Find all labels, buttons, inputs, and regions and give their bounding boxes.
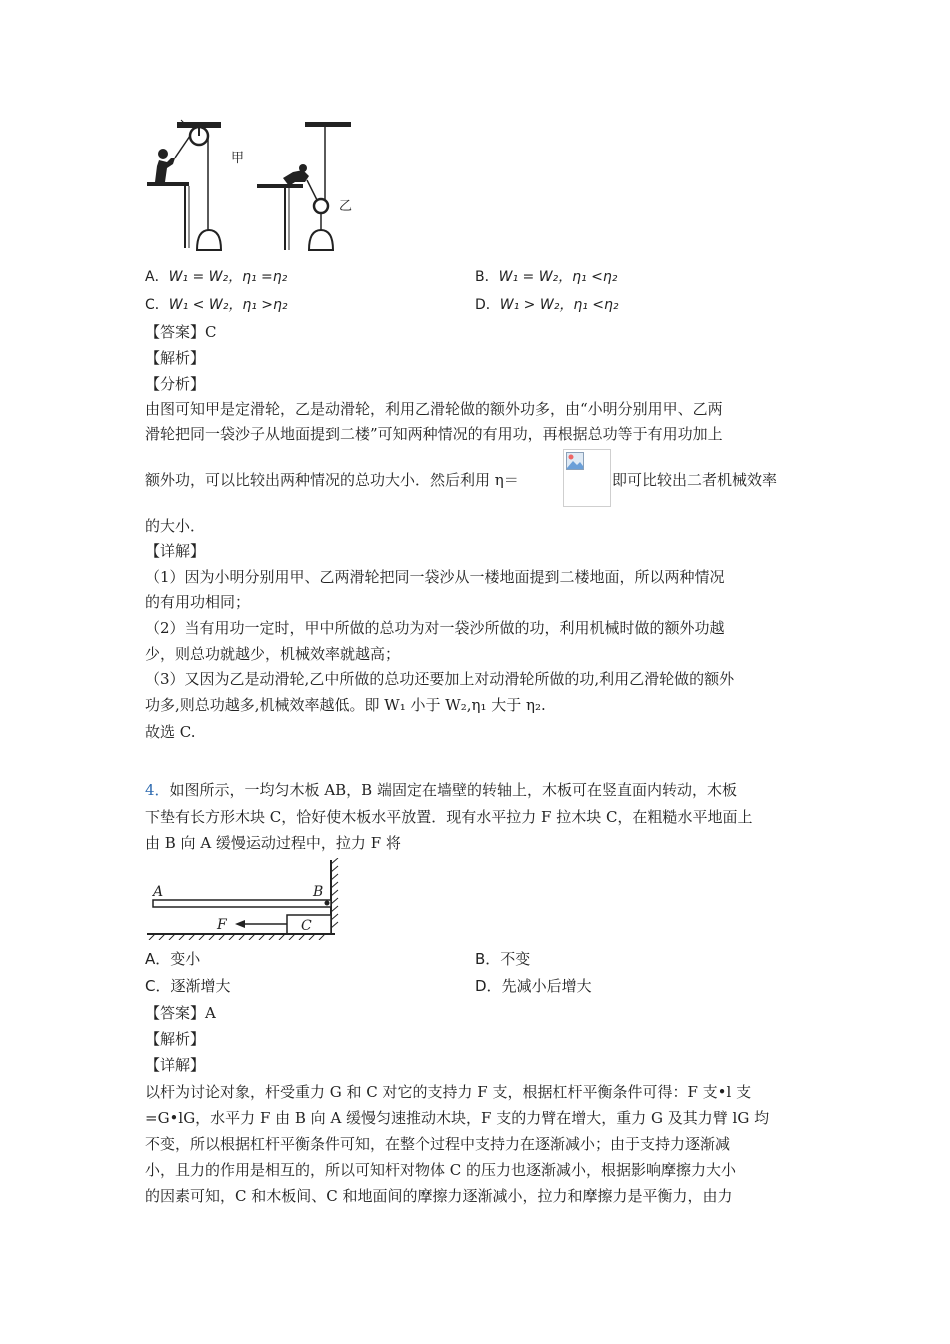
option-text: 不变 <box>500 950 531 968</box>
option-letter: D． <box>475 977 502 995</box>
option-letter: A． <box>145 269 169 285</box>
analysis-line-2: 滑轮把同一袋沙子从地面提到二楼”可知两种情况的有用功，再根据总功等于有用功加上 <box>145 425 723 443</box>
label-a: A <box>153 884 164 900</box>
moving-pulley-yi <box>257 122 351 250</box>
option-letter: A． <box>145 950 171 968</box>
analysis-text: 额外功，可以比较出两种情况的总功大小．然后利用 η＝ <box>145 471 519 489</box>
q4-option-b[interactable] <box>475 950 530 968</box>
option-text: W₁ > W₂，η₁ <η₂ <box>499 297 619 313</box>
q4-option-a[interactable] <box>145 950 200 968</box>
option-text: 先减小后增大 <box>501 977 592 995</box>
analysis-line-3 <box>145 471 519 489</box>
pulley-figure <box>145 118 365 258</box>
analysis-text-after: 即可比较出二者机械效率 <box>612 471 778 489</box>
detail-2a: （2）当有用功一定时，甲中所做的总功为对一袋沙所做的功，利用机械时做的额外功越 <box>145 619 725 637</box>
label-b: B <box>313 884 324 900</box>
option-text: W₁ < W₂，η₁ >η₂ <box>168 297 288 313</box>
formula-image-placeholder <box>563 449 611 507</box>
analysis-line-4: 的大小． <box>145 517 206 535</box>
option-text: 逐渐增大 <box>170 977 231 995</box>
option-letter: B． <box>475 950 501 968</box>
detail-3b: 功多,则总功越多,机械效率越低。即 W₁ 小于 W₂,η₁ 大于 η₂. <box>145 696 546 714</box>
analysis-line-1: 由图可知甲是定滑轮，乙是动滑轮，利用乙滑轮做的额外功多，由“小明分别用甲、乙两 <box>145 400 723 418</box>
option-a[interactable] <box>145 268 287 286</box>
q4-explain-3: 不变，所以根据杠杆平衡条件可知，在整个过程中支持力在逐渐减小；由于支持力逐渐减 <box>145 1135 731 1153</box>
detail-1a: （1）因为小明分别用甲、乙两滑轮把同一袋沙从一楼地面提到二楼地面，所以两种情况 <box>145 568 725 586</box>
detail-1b: 的有用功相同； <box>145 593 251 611</box>
jiexi-header: 【解析】 <box>145 349 206 367</box>
label-c: C <box>301 918 312 934</box>
option-c[interactable] <box>145 296 287 314</box>
detail-2b: 少，则总功就越少，机械效率就越高； <box>145 645 401 663</box>
answer-q3: 【答案】C <box>145 323 217 341</box>
fenxi-header: 【分析】 <box>145 375 206 393</box>
jiexi-header-q4: 【解析】 <box>145 1030 206 1048</box>
option-d[interactable] <box>475 296 618 314</box>
option-letter: C． <box>145 977 171 995</box>
q4-stem-2: 下垫有长方形木块 C，恰好使木板水平放置．现有水平拉力 F 拉木块 C，在粗糙水平地面上 <box>145 808 753 826</box>
option-text: W₁ = W₂，η₁ =η₂ <box>168 269 288 285</box>
detail-header-q3: 【详解】 <box>145 542 206 560</box>
q4-stem-3: 由 B 向 A 缓慢运动过程中，拉力 F 将 <box>145 834 401 852</box>
detail-header-q4: 【详解】 <box>145 1056 206 1074</box>
fixed-pulley-jia <box>147 120 221 250</box>
label-jia: 甲 <box>231 151 245 166</box>
option-b[interactable] <box>475 268 617 286</box>
option-letter: B． <box>475 269 499 285</box>
q4-explain-5: 的因素可知，C 和木板间、C 和地面间的摩擦力逐渐减小，拉力和摩擦力是平衡力，由力 <box>145 1187 733 1205</box>
q4-explain-1: 以杆为讨论对象，杆受重力 G 和 C 对它的支持力 F 支，根据杠杆平衡条件可得：F 支•l 支 <box>145 1083 752 1101</box>
q4-option-c[interactable] <box>145 977 231 995</box>
question-number: 4． <box>145 781 170 799</box>
option-letter: C． <box>145 297 169 313</box>
q4-stem-1 <box>145 781 737 799</box>
option-text: 变小 <box>170 950 201 968</box>
choose-line: 故选 C. <box>145 723 196 741</box>
label-f: F <box>217 917 227 933</box>
broken-image-icon <box>566 452 584 470</box>
label-yi: 乙 <box>339 199 353 214</box>
option-letter: D． <box>475 297 500 313</box>
detail-3a: （3）又因为乙是动滑轮,乙中所做的总功还要加上对动滑轮所做的功,利用乙滑轮做的额外 <box>145 670 735 688</box>
option-text: W₁ = W₂，η₁ <η₂ <box>498 269 618 285</box>
lever-figure <box>145 858 345 940</box>
stem-text: 如图所示，一均匀木板 AB，B 端固定在墙壁的转轴上，木板可在竖直面内转动，木板 <box>169 781 737 799</box>
q4-option-d[interactable] <box>475 977 592 995</box>
q4-explain-2: =G•lG，水平力 F 由 B 向 A 缓慢匀速推动木块，F 支的力臂在增大，重力 G 及其力臂 lG 均 <box>145 1109 770 1127</box>
q4-explain-4: 小，且力的作用是相互的，所以可知杆对物体 C 的压力也逐渐减小，根据影响摩擦力大小 <box>145 1161 737 1179</box>
answer-q4: 【答案】A <box>145 1004 216 1022</box>
